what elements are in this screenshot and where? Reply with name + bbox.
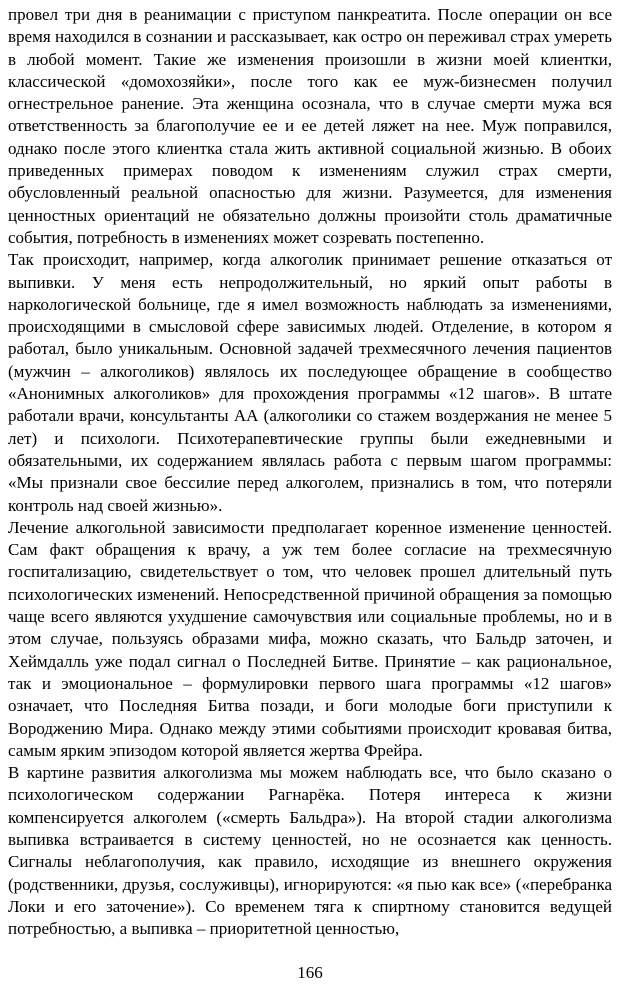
page-body xyxy=(8,4,612,940)
paragraph-1: провел три дня в реанимации с приступом панкреатита. После операции он все время находился в сознании и рассказывает, как остро он переживал страх умереть в любой момент. Такие же изменения произошли в жизни моей клиентки, классической «домохозяйки», после того как ее муж-бизнесмен получил огнестрельное ранение. Эта женщина осознала, что в случае смерти мужа вся ответственность за благополучие ее и ее детей ляжет на нее. Муж поправился, однако после этого клиентка стала жить активной социальной жизнью. В обоих приведенных примерах поводом к изменениям служил страх смерти, обусловленный реальной опасностью для жизни. Разумеется, для изменения ценностных ориентаций не обязательно должны произойти столь драматичные события, потребность в изменениях может созревать постепенно. xyxy=(8,5,612,247)
page-number: 166 xyxy=(297,963,323,982)
paragraph-4: В картине развития алкоголизма мы можем наблюдать все, что было сказано о психологическом содержании Рагнарёка. Потеря интереса к жизни компенсируется алкоголем («смерть Бальдра»). На второй стадии алкоголизма выпивка встраивается в систему ценностей, но не осознается как ценность. Сигналы неблагополучия, как правило, исходящие из внешнего окружения (родственники, друзья, сослуживцы), игнорируются: «я пью как все» («перебранка Локи и его заточение»). Со временем тяга к спиртному становится ведущей потребностью, а выпивка – приоритетной ценностью, xyxy=(8,763,612,939)
paragraph-2: Так происходит, например, когда алкоголик принимает решение отказаться от выпивки. У меня есть непродолжительный, но яркий опыт работы в наркологической больнице, где я имел возможность наблюдать за изменениями, происходящими в смысловой сфере зависимых людей. Отделение, в котором я работал, было уникальным. Основной задачей трехмесячного лечения пациентов (мужчин – алкоголиков) являлось их последующее обращение в сообщество «Анонимных алкоголиков» для прохождения программы «12 шагов». В штате работали врачи, консультанты АА (алкоголики со стажем воздержания не менее 5 лет) и психологи. Психотерапевтические группы были ежедневными и обязательными, их содержанием являлась работа с первым шагом программы: «Мы признали свое бессилие перед алкоголем, признались в том, что потеряли контроль над своей жизнью». xyxy=(8,250,612,515)
paragraph-3: Лечение алкогольной зависимости предполагает коренное изменение ценностей. Сам факт обращения к врачу, а уж тем более согласие на трехмесячную госпитализацию, свидетельствует о том, что человек прошел длительный путь психологических изменений. Непосредственной причиной обращения за помощью чаще всего являются ухудшение самочувствия или социальные проблемы, но и в этом случае, пользуясь образами мифа, можно сказать, что Бальдр заточен, и Хеймдалль уже подал сигнал о Последней Битве. Принятие – как рациональное, так и эмоциональное – формулировки первого шага программы «12 шагов» означает, что Последняя Битва позади, и боги молодые боги приступили к Вороджению Мира. Однако между этими событиями происходит кровавая битва, самым ярким эпизодом которой является жертва Фрейра. xyxy=(8,517,612,760)
